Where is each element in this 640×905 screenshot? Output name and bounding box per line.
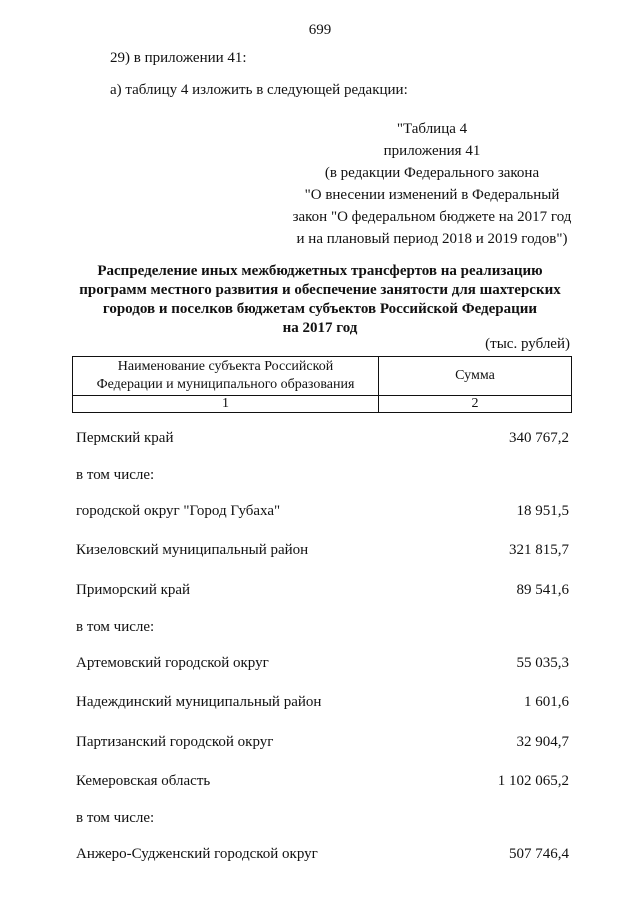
column-header-name — [73, 357, 379, 396]
table-row — [76, 582, 569, 602]
row-value: 340 767,2 — [509, 430, 569, 446]
row-name: в том числе: — [76, 467, 155, 483]
row-name: Анжеро-Судженский городской округ — [76, 846, 318, 862]
table-row — [76, 846, 569, 866]
row-name: городской округ "Город Губаха" — [76, 503, 281, 519]
row-name: Пермский край — [76, 430, 174, 446]
header-line: закон "О федеральном бюджете на 2017 год — [292, 209, 572, 225]
table-row — [76, 810, 569, 830]
table-row — [76, 503, 569, 523]
table-row — [76, 773, 569, 793]
table-row — [76, 542, 569, 562]
column-number-2: 2 — [379, 396, 572, 413]
row-name: в том числе: — [76, 810, 155, 826]
paragraph-29: 29) в приложении 41: — [110, 50, 247, 66]
header-line: "Таблица 4 — [396, 121, 468, 137]
table-row — [76, 430, 569, 450]
column-header-sum: Сумма — [379, 357, 572, 396]
units-label: (тыс. рублей) — [485, 336, 570, 352]
row-value: 1 102 065,2 — [497, 773, 569, 789]
row-name: Артемовский городской округ — [76, 655, 269, 671]
row-value: 89 541,6 — [516, 582, 569, 598]
row-value: 18 951,5 — [516, 503, 569, 519]
column-header-name-line1: Наименование субъекта Российской — [117, 359, 334, 374]
column-number-1: 1 — [73, 396, 379, 413]
row-name: в том числе: — [76, 619, 155, 635]
paragraph-a: а) таблицу 4 изложить в следующей редакции: — [110, 82, 408, 98]
title-line: на 2017 год — [282, 320, 358, 336]
page-number: 699 — [308, 22, 332, 38]
title-line: городов и поселков бюджетам субъектов Российской Федерации — [102, 301, 538, 317]
row-name: Кемеровская область — [76, 773, 211, 789]
row-value: 1 601,6 — [524, 694, 569, 710]
row-name: Кизеловский муниципальный район — [76, 542, 309, 558]
document-title — [70, 262, 570, 338]
title-line: программ местного развития и обеспечение занятости для шахтерских — [79, 282, 561, 298]
table-reference-header — [250, 118, 614, 250]
header-line: (в редакции Федерального закона — [324, 165, 540, 181]
row-value: 55 035,3 — [516, 655, 569, 671]
table-row — [76, 655, 569, 675]
table-row — [76, 734, 569, 754]
table-header — [72, 356, 572, 413]
row-name: Партизанский городской округ — [76, 734, 274, 750]
table-row — [76, 694, 569, 714]
row-value: 507 746,4 — [509, 846, 569, 862]
header-line: и на плановый период 2018 и 2019 годов") — [296, 231, 568, 247]
header-line: приложения 41 — [383, 143, 481, 159]
header-line: "О внесении изменений в Федеральный — [304, 187, 560, 203]
table-row — [76, 467, 569, 487]
row-name: Приморский край — [76, 582, 191, 598]
row-value: 321 815,7 — [509, 542, 569, 558]
title-line: Распределение иных межбюджетных трансфертов на реализацию — [97, 263, 543, 279]
row-value: 32 904,7 — [516, 734, 569, 750]
row-name: Надеждинский муниципальный район — [76, 694, 322, 710]
table-row — [76, 619, 569, 639]
column-header-name-line2: Федерации и муниципального образования — [96, 377, 355, 392]
